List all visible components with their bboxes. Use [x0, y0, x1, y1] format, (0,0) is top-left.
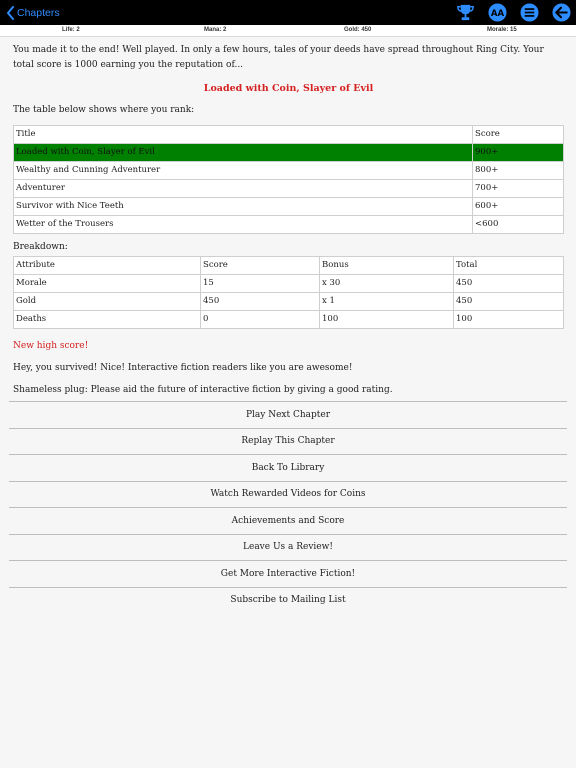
reputation-title: Loaded with Coin, Slayer of Evil	[203, 83, 374, 94]
font-size-icon[interactable]	[487, 2, 508, 23]
table-header-cell: Score	[201, 257, 320, 275]
table-cell: 450	[454, 275, 564, 293]
chapters-back-label: Chapters	[17, 6, 60, 19]
breakdown-table	[13, 256, 564, 329]
table-cell: 450	[454, 293, 564, 311]
table-header-cell: Attribute	[14, 257, 201, 275]
trophy-icon[interactable]	[455, 2, 476, 23]
rewarded-videos-button[interactable]: Watch Rewarded Videos for Coins	[9, 481, 567, 508]
table-row-current-rank	[14, 144, 564, 162]
table-row	[14, 275, 564, 293]
list-icon[interactable]	[519, 2, 540, 23]
table-header-cell: Total	[454, 257, 564, 275]
leave-review-button[interactable]: Leave Us a Review!	[9, 534, 567, 561]
table-cell: 600+	[473, 198, 564, 216]
rank-table	[13, 125, 564, 234]
replay-chapter-button[interactable]: Replay This Chapter	[9, 428, 567, 455]
chevron-left-icon	[6, 6, 15, 20]
table-row	[14, 216, 564, 234]
table-cell: Gold	[14, 293, 201, 311]
stat-gold: Gold: 450	[344, 27, 372, 33]
stats-bar	[0, 25, 576, 37]
table-cell: Adventurer	[14, 180, 473, 198]
table-header-cell: Title	[14, 126, 473, 144]
rating-plug: Shameless plug: Please aid the future of interactive fiction by giving a good rating.	[13, 385, 393, 395]
stat-morale: Morale: 15	[487, 27, 517, 33]
table-header-row	[14, 257, 564, 275]
breakdown-caption: Breakdown:	[13, 242, 68, 252]
table-cell: <600	[473, 216, 564, 234]
stat-life: Life: 2	[62, 27, 80, 33]
back-arrow-icon[interactable]	[551, 2, 572, 23]
table-cell: Wetter of the Trousers	[14, 216, 473, 234]
mailing-list-button[interactable]: Subscribe to Mailing List	[9, 587, 567, 614]
table-row	[14, 180, 564, 198]
table-cell: 900+	[473, 144, 564, 162]
table-cell: 0	[201, 311, 320, 329]
stat-mana: Mana: 2	[204, 27, 227, 33]
chapters-back-button[interactable]	[6, 4, 60, 21]
table-cell: x 1	[320, 293, 454, 311]
story-content	[13, 37, 564, 398]
table-cell: Morale	[14, 275, 201, 293]
svg-text:AA: AA	[490, 8, 505, 19]
more-fiction-button[interactable]: Get More Interactive Fiction!	[9, 560, 567, 587]
table-cell: 100	[320, 311, 454, 329]
high-score-notice: New high score!	[13, 341, 89, 351]
table-row	[14, 198, 564, 216]
intro-paragraph: You made it to the end! Well played. In only a few hours, tales of your deeds have spread throughout Ring City. Your total score is 1000 earning you the reputation of...	[13, 45, 544, 70]
table-row	[14, 162, 564, 180]
table-cell: 700+	[473, 180, 564, 198]
table-cell: 800+	[473, 162, 564, 180]
table-header-cell: Score	[473, 126, 564, 144]
back-to-library-button[interactable]: Back To Library	[9, 454, 567, 481]
table-cell: 100	[454, 311, 564, 329]
table-cell: Deaths	[14, 311, 201, 329]
survived-message: Hey, you survived! Nice! Interactive fiction readers like you are awesome!	[13, 363, 353, 373]
table-cell: 450	[201, 293, 320, 311]
table-cell: Survivor with Nice Teeth	[14, 198, 473, 216]
top-navigation-bar	[0, 0, 576, 25]
table-cell: 15	[201, 275, 320, 293]
table-cell: x 30	[320, 275, 454, 293]
table-header-cell: Bonus	[320, 257, 454, 275]
table-row	[14, 311, 564, 329]
table-cell: Loaded with Coin, Slayer of Evil	[14, 144, 473, 162]
rank-caption: The table below shows where you rank:	[13, 105, 195, 115]
toolbar-icons	[455, 2, 572, 23]
table-cell: Wealthy and Cunning Adventurer	[14, 162, 473, 180]
end-menu	[9, 401, 567, 613]
table-header-row	[14, 126, 564, 144]
play-next-chapter-button[interactable]: Play Next Chapter	[9, 401, 567, 428]
table-row	[14, 293, 564, 311]
achievements-button[interactable]: Achievements and Score	[9, 507, 567, 534]
